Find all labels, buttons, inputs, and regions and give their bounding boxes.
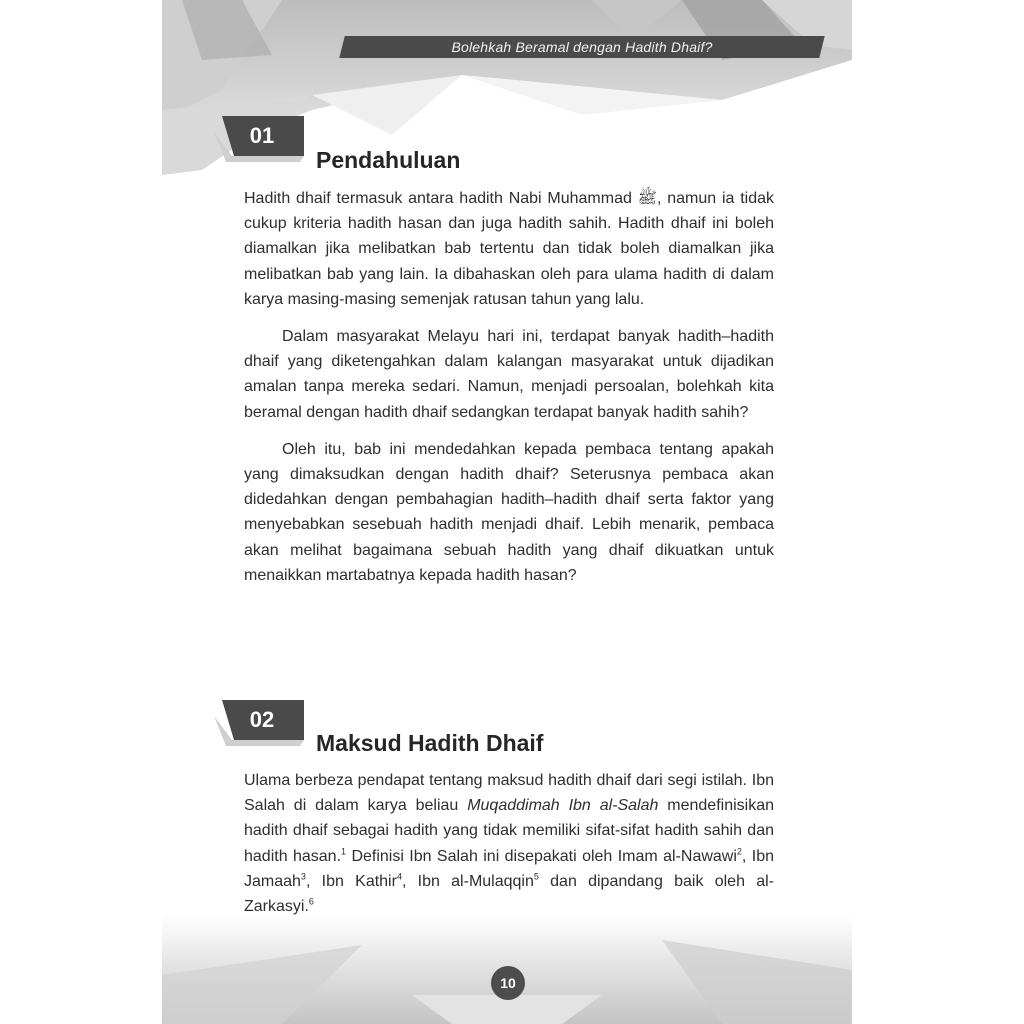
footnote-ref[interactable]: 2 — [736, 846, 742, 857]
section-body — [244, 768, 774, 931]
section-number-badge — [214, 700, 304, 746]
section-number: 02 — [249, 707, 275, 732]
section-number: 01 — [249, 123, 275, 148]
header-decoration — [162, 0, 852, 200]
book-title: Muqaddimah Ibn al-Salah — [467, 797, 659, 815]
section-body — [244, 186, 774, 600]
book-page — [162, 0, 852, 1024]
running-header — [339, 36, 824, 58]
section-heading: Pendahuluan — [316, 147, 461, 173]
footnote-ref[interactable]: 3 — [300, 871, 306, 882]
footnote-ref[interactable]: 5 — [533, 871, 539, 882]
section-number-badge — [214, 116, 304, 162]
footnote-ref[interactable]: 6 — [308, 896, 314, 907]
paragraph: Dalam masyarakat Melayu hari ini, terdapat banyak hadith–hadith dhaif yang diketengahkan dalam kalangan masyarakat untuk dijadikan amalan tanpa mereka sedari. Namun, menjadi persoalan, bolehkah kita beramal dengan hadith dhaif sedangkan terdapat banyak hadith sahih? — [244, 328, 774, 421]
footnote-ref[interactable]: 1 — [341, 846, 347, 857]
paragraph: Hadith dhaif termasuk antara hadith Nabi Muhammad ﷺ, namun ia tidak cukup kriteria hadith hasan dan juga hadith sahih. Hadith dhaif ini boleh diamalkan jika melibatkan bab tertentu dan tidak boleh diamalkan jika melibatkan bab yang lain. Ia dibahaskan oleh para ulama hadith di dalam karya masing-masing semenjak ratusan tahun yang lalu. — [244, 190, 775, 308]
section-heading: Maksud Hadith Dhaif — [316, 730, 544, 756]
running-header-title: Bolehkah Beramal dengan Hadith Dhaif? — [451, 39, 713, 55]
page-number: 10 — [491, 966, 525, 1000]
footnote-ref[interactable]: 4 — [396, 871, 402, 882]
paragraph: Ulama berbeza pendapat tentang maksud hadith dhaif dari segi istilah. Ibn Salah di dalam karya beliau Muqaddimah Ibn al-Salah mendefinisikan hadith dhaif sebagai hadith yang tidak memiliki sifat-sifat hadith sahih dan hadith hasan.$^1$ Definisi Ibn Salah ini disepakati oleh Imam al-Nawawi$^2$, Ibn Jamaah$^3$, Ibn Kathir$^4$, Ibn al-Mulaqqin$^5$ dan dipandang baik oleh al-Zarkasyi.$^6$ — [244, 772, 774, 916]
paragraph: Oleh itu, bab ini mendedahkan kepada pembaca tentang apakah yang dimaksudkan dengan hadith dhaif? Seterusnya pembaca akan didedahkan dengan pembahagian hadith–hadith dhaif serta faktor yang menyebabkan sesebuah hadith menjadi dhaif. Lebih menarik, pembaca akan melihat bagaimana sebuah hadith yang dhaif dikuatkan untuk menaikkan martabatnya kepada hadith hasan? — [244, 440, 774, 584]
